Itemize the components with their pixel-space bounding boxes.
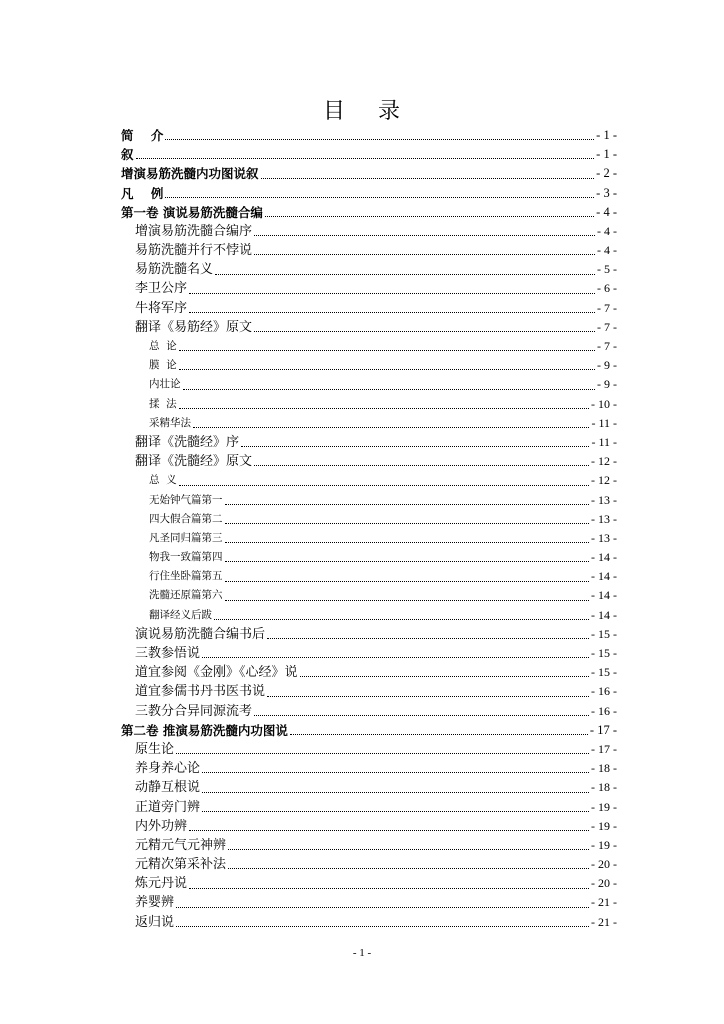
- table-of-contents: [121, 126, 617, 932]
- toc-entry[interactable]: [121, 778, 617, 797]
- toc-entry-page: - 18 -: [591, 761, 617, 776]
- toc-dot-leader: [261, 178, 595, 179]
- toc-entry-title: 演说易筋洗髓合编书后: [135, 626, 266, 642]
- toc-dot-leader: [225, 600, 590, 601]
- toc-entry-page: - 2 -: [596, 166, 617, 181]
- toc-entry-title: 无始钟气篇第一: [149, 493, 223, 506]
- toc-dot-leader: [225, 561, 590, 562]
- toc-entry-title: 养身养心论: [135, 761, 201, 777]
- toc-entry[interactable]: [121, 491, 617, 510]
- toc-entry-page: - 14 -: [591, 569, 617, 584]
- toc-entry-title: 凡 例: [121, 185, 164, 201]
- toc-dot-leader: [189, 293, 595, 294]
- toc-dot-leader: [202, 657, 589, 658]
- toc-entry[interactable]: [121, 241, 617, 260]
- toc-entry[interactable]: [121, 318, 617, 337]
- toc-dot-leader: [290, 734, 588, 735]
- toc-dot-leader: [225, 523, 590, 524]
- toc-dot-leader: [189, 312, 595, 313]
- toc-entry-title: 道宜参儒书丹书医书说: [135, 684, 266, 700]
- toc-dot-leader: [300, 676, 589, 677]
- toc-entry-title: 洗髓还原篇第六: [149, 589, 223, 602]
- toc-entry-title: 三教参悟说: [135, 646, 201, 662]
- toc-entry-title: 三教分合异同源流考: [135, 703, 253, 719]
- toc-dot-leader: [254, 465, 589, 466]
- toc-entry-title: 增演易筋洗髓合编序: [135, 223, 253, 239]
- toc-dot-leader: [165, 197, 594, 198]
- toc-entry[interactable]: [121, 567, 617, 586]
- toc-entry-page: - 15 -: [591, 626, 617, 641]
- toc-entry-page: - 4 -: [596, 204, 617, 219]
- toc-dot-leader: [179, 369, 595, 370]
- toc-dot-leader: [176, 926, 589, 927]
- toc-dot-leader: [225, 504, 590, 505]
- toc-entry[interactable]: [121, 759, 617, 778]
- toc-entry-title: 叙: [121, 147, 134, 163]
- toc-entry-page: - 14 -: [591, 607, 617, 622]
- toc-entry-page: - 17 -: [591, 741, 617, 756]
- toc-dot-leader: [202, 772, 589, 773]
- toc-entry[interactable]: [121, 644, 617, 663]
- toc-dot-leader: [136, 158, 595, 159]
- toc-dot-leader: [267, 696, 589, 697]
- toc-entry-page: - 18 -: [591, 780, 617, 795]
- page-title: 目 录: [323, 99, 401, 124]
- toc-entry-page: - 20 -: [591, 876, 617, 891]
- footer-page-number: - 1 -: [352, 947, 372, 959]
- toc-entry-title: 凡圣同归篇第三: [149, 531, 223, 544]
- toc-entry-title: 总 论: [149, 340, 177, 353]
- toc-entry-title: 揉 法: [149, 397, 177, 410]
- toc-entry-page: - 5 -: [597, 262, 617, 277]
- toc-entry-page: - 11 -: [591, 415, 617, 430]
- toc-entry[interactable]: [121, 625, 617, 644]
- toc-dot-leader: [254, 715, 589, 716]
- toc-dot-leader: [179, 408, 589, 409]
- toc-entry-title: 炼元丹说: [135, 876, 188, 892]
- toc-dot-leader: [165, 139, 594, 140]
- toc-entry-page: - 4 -: [597, 243, 617, 258]
- toc-entry-title: 动静互根说: [135, 780, 201, 796]
- toc-dot-leader: [241, 446, 589, 447]
- toc-entry[interactable]: [121, 452, 617, 471]
- toc-dot-leader: [202, 811, 589, 812]
- toc-entry-page: - 7 -: [597, 300, 617, 315]
- toc-entry[interactable]: [121, 894, 617, 913]
- toc-entry-title: 第一卷 演说易筋洗髓合编: [121, 204, 263, 220]
- toc-entry-page: - 19 -: [591, 799, 617, 814]
- toc-dot-leader: [176, 907, 589, 908]
- toc-entry[interactable]: [121, 337, 617, 356]
- toc-entry-page: - 6 -: [597, 281, 617, 296]
- toc-entry-title: 李卫公序: [135, 281, 188, 297]
- toc-entry-page: - 14 -: [591, 588, 617, 603]
- toc-entry[interactable]: [121, 702, 617, 721]
- toc-dot-leader: [189, 888, 589, 889]
- toc-entry-title: 行住坐卧篇第五: [149, 570, 223, 583]
- toc-entry[interactable]: [121, 145, 617, 164]
- toc-dot-leader: [215, 274, 595, 275]
- toc-entry-title: 正道旁门辨: [135, 799, 201, 815]
- toc-entry-page: - 11 -: [591, 434, 617, 449]
- toc-entry-title: 牛将军序: [135, 300, 188, 316]
- toc-entry-page: - 9 -: [597, 358, 617, 373]
- toc-entry[interactable]: [121, 682, 617, 701]
- toc-entry-title: 四大假合篇第二: [149, 512, 223, 525]
- toc-entry-page: - 9 -: [597, 377, 617, 392]
- toc-entry[interactable]: [121, 414, 617, 433]
- toc-entry-title: 翻译《易筋经》原文: [135, 319, 253, 335]
- toc-entry[interactable]: [121, 913, 617, 932]
- toc-entry-page: - 7 -: [597, 339, 617, 354]
- toc-entry[interactable]: [121, 395, 617, 414]
- toc-dot-leader: [265, 216, 594, 217]
- toc-entry-page: - 19 -: [591, 818, 617, 833]
- toc-entry-title: 物我一致篇第四: [149, 551, 223, 564]
- toc-entry[interactable]: [121, 817, 617, 836]
- toc-entry-page: - 3 -: [596, 185, 617, 200]
- toc-entry-title: 原生论: [135, 741, 175, 757]
- toc-entry[interactable]: [121, 740, 617, 759]
- toc-entry-page: - 15 -: [591, 665, 617, 680]
- toc-entry-title: 元精元气元神辨: [135, 837, 227, 853]
- toc-entry-title: 元精次第采补法: [135, 857, 227, 873]
- toc-entry-title: 内壮论: [149, 378, 181, 391]
- toc-entry-page: - 16 -: [591, 703, 617, 718]
- toc-entry[interactable]: [121, 356, 617, 375]
- toc-dot-leader: [193, 427, 589, 428]
- toc-entry-page: - 13 -: [591, 530, 617, 545]
- toc-entry-page: - 19 -: [591, 837, 617, 852]
- toc-entry[interactable]: [121, 529, 617, 548]
- toc-dot-leader: [254, 235, 595, 236]
- toc-entry-title: 翻译经义后跋: [149, 608, 212, 621]
- toc-dot-leader: [228, 868, 589, 869]
- toc-entry[interactable]: [121, 798, 617, 817]
- toc-entry-title: 采精华法: [149, 416, 191, 429]
- toc-entry-title: 翻译《洗髓经》序: [135, 434, 240, 450]
- toc-entry[interactable]: [121, 126, 617, 145]
- toc-entry-page: - 12 -: [591, 473, 617, 488]
- toc-dot-leader: [214, 619, 589, 620]
- toc-entry[interactable]: [121, 721, 617, 740]
- toc-dot-leader: [176, 753, 589, 754]
- toc-entry-page: - 17 -: [589, 722, 617, 737]
- toc-entry[interactable]: [121, 471, 617, 490]
- toc-entry[interactable]: [121, 203, 617, 222]
- toc-entry-title: 易筋洗髓并行不悖说: [135, 243, 253, 259]
- toc-entry[interactable]: [121, 433, 617, 452]
- toc-entry-page: - 4 -: [597, 223, 617, 238]
- toc-entry-page: - 21 -: [591, 895, 617, 910]
- toc-dot-leader: [179, 350, 595, 351]
- toc-entry-title: 返归说: [135, 914, 175, 930]
- toc-dot-leader: [267, 638, 589, 639]
- toc-entry-title: 道宜参阅《金刚》《心经》说: [135, 665, 298, 681]
- toc-entry-title: 第二卷 推演易筋洗髓内功图说: [121, 722, 288, 738]
- toc-entry-page: - 7 -: [597, 319, 617, 334]
- toc-entry-title: 易筋洗髓名义: [135, 262, 214, 278]
- toc-entry-title: 膜 论: [149, 359, 177, 372]
- toc-entry[interactable]: [121, 184, 617, 203]
- toc-entry-title: 内外功辨: [135, 818, 188, 834]
- toc-entry[interactable]: [121, 874, 617, 893]
- toc-entry-page: - 15 -: [591, 646, 617, 661]
- toc-entry[interactable]: [121, 663, 617, 682]
- toc-entry[interactable]: [121, 375, 617, 394]
- toc-dot-leader: [254, 254, 595, 255]
- toc-entry[interactable]: [121, 222, 617, 241]
- toc-entry-title: 总 义: [149, 474, 177, 487]
- toc-dot-leader: [183, 389, 596, 390]
- toc-entry[interactable]: [121, 510, 617, 529]
- toc-entry-title: 养婴辨: [135, 895, 175, 911]
- toc-dot-leader: [228, 849, 589, 850]
- toc-entry-page: - 10 -: [591, 396, 617, 411]
- toc-entry-page: - 14 -: [591, 550, 617, 565]
- toc-entry-page: - 1 -: [596, 147, 617, 162]
- toc-entry[interactable]: [121, 280, 617, 299]
- toc-entry-page: - 12 -: [591, 454, 617, 469]
- toc-dot-leader: [189, 830, 589, 831]
- toc-entry-page: - 21 -: [591, 914, 617, 929]
- toc-entry-page: - 1 -: [596, 127, 617, 142]
- toc-entry[interactable]: [121, 260, 617, 279]
- toc-entry[interactable]: [121, 606, 617, 625]
- toc-dot-leader: [254, 331, 595, 332]
- toc-dot-leader: [225, 542, 590, 543]
- toc-entry-page: - 20 -: [591, 857, 617, 872]
- toc-entry-page: - 13 -: [591, 492, 617, 507]
- toc-dot-leader: [202, 792, 589, 793]
- toc-entry-title: 简 介: [121, 127, 164, 143]
- toc-entry[interactable]: [121, 587, 617, 606]
- toc-dot-leader: [225, 581, 590, 582]
- toc-entry[interactable]: [121, 855, 617, 874]
- toc-entry-page: - 13 -: [591, 511, 617, 526]
- toc-entry[interactable]: [121, 548, 617, 567]
- toc-entry-page: - 16 -: [591, 684, 617, 699]
- toc-entry[interactable]: [121, 836, 617, 855]
- toc-entry-title: 增演易筋洗髓内功图说叙: [121, 166, 259, 182]
- toc-entry[interactable]: [121, 164, 617, 183]
- toc-dot-leader: [179, 485, 589, 486]
- toc-entry-title: 翻译《洗髓经》原文: [135, 454, 253, 470]
- toc-entry[interactable]: [121, 299, 617, 318]
